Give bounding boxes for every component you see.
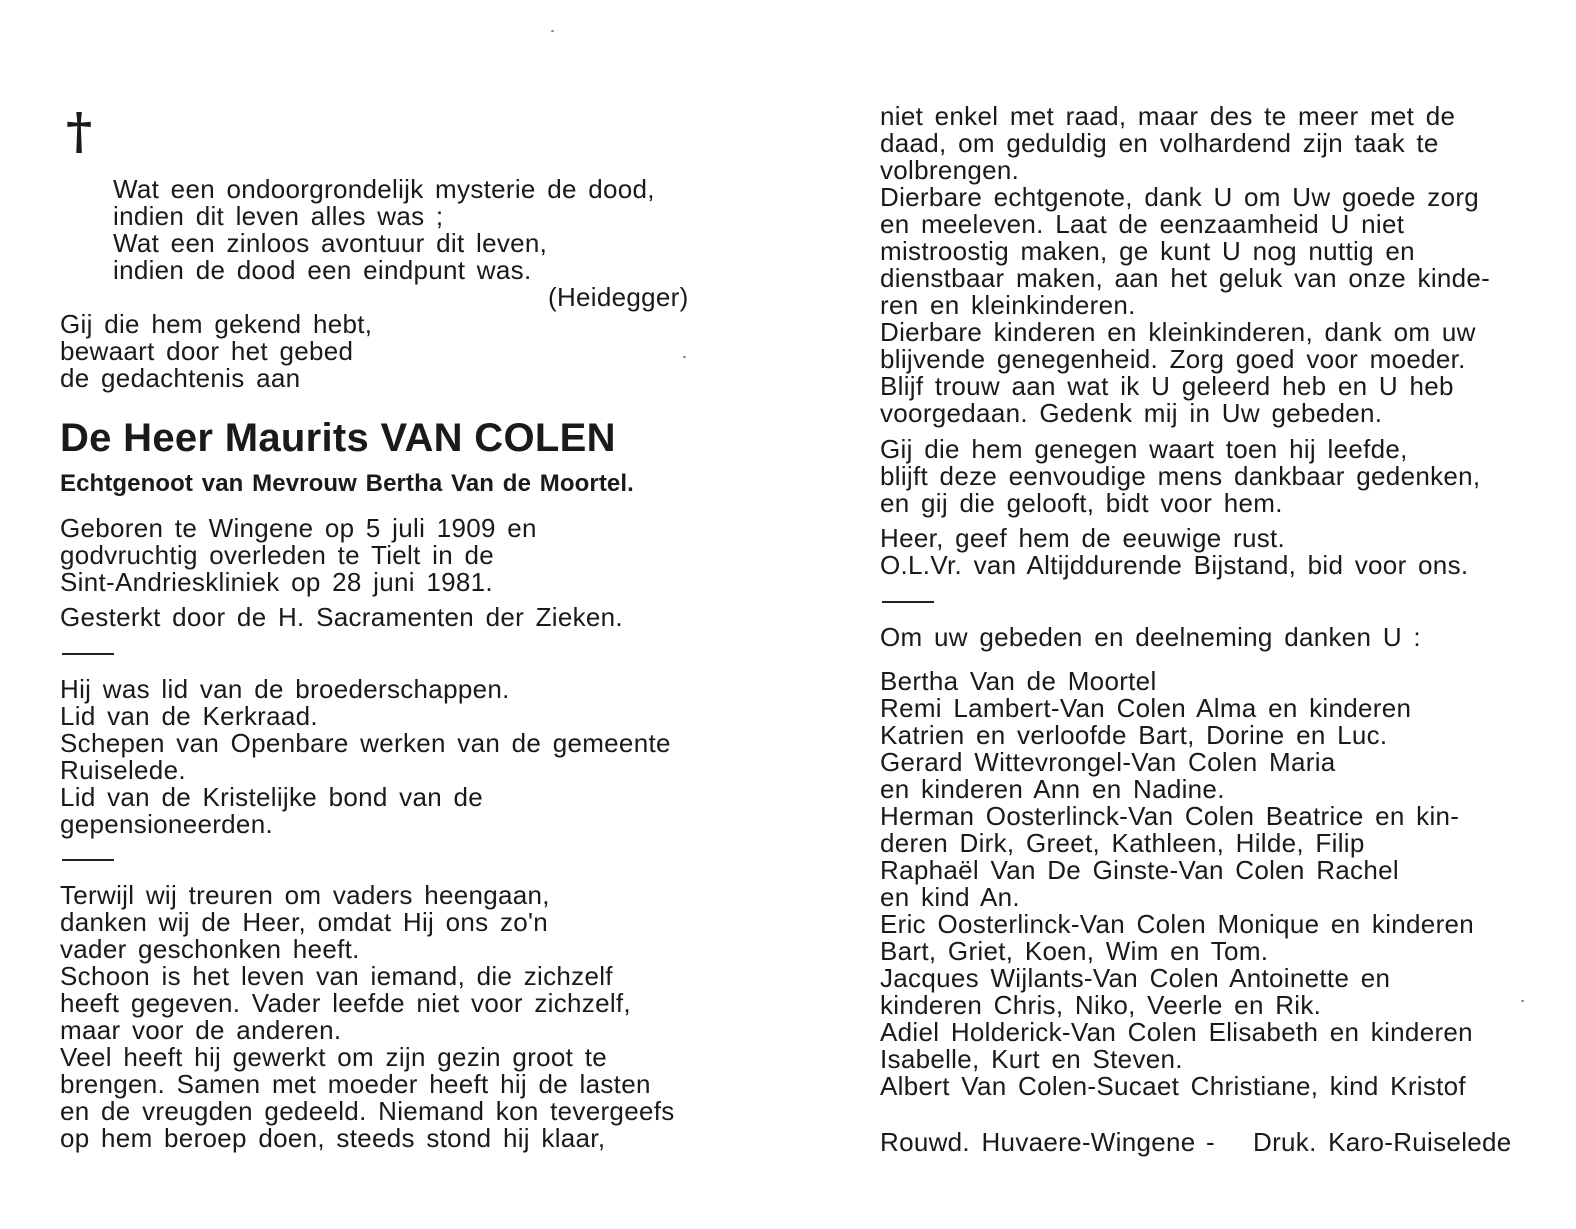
tribute-line: op hem beroep doen, steeds stond hij klaar, [60,1123,606,1153]
tribute-line: Veel heeft hij gewerkt om zijn gezin groot te [60,1042,608,1072]
poem-line: Wat een zinloos avontuur dit leven, [113,228,548,258]
printer: Druk. Karo-Ruiselede [1253,1127,1512,1157]
tribute-cont-line: volbrengen. [880,155,1020,185]
family-line: Katrien en verloofde Bart, Dorine en Luc. [880,720,1388,750]
funeral-home: Rouwd. Huvaere-Wingene [880,1127,1196,1157]
tribute-cont-line: daad, om geduldig en volhardend zijn taak te [880,128,1439,158]
to-children-line: Blijf trouw aan wat ik U geleerd heb en U heb [880,371,1454,401]
family-line: deren Dirk, Greet, Kathleen, Hilde, Filip [880,828,1365,858]
family-line: Raphaël Van De Ginste-Van Colen Rachel [880,855,1399,885]
membership-line: gepensioneerden. [60,809,273,839]
tribute-line: maar voor de anderen. [60,1015,342,1045]
to-wife-line: en meeleven. Laat de eenzaamheid U niet [880,209,1405,239]
spouse-line: Echtgenoot van Mevrouw Bertha Van de Moortel. [60,470,634,497]
remember-line: Gij die hem genegen waart toen hij leefde, [880,434,1408,464]
family-line: Bart, Griet, Koen, Wim en Tom. [880,936,1269,966]
intro-line: de gedachtenis aan [60,363,301,393]
family-line: Remi Lambert-Van Colen Alma en kinderen [880,693,1412,723]
family-line: Adiel Holderick-Van Colen Elisabeth en kinderen [880,1017,1473,1047]
family-line: Eric Oosterlinck-Van Colen Monique en kinderen [880,909,1475,939]
separator [62,653,114,655]
to-children-line: blijvende genegenheid. Zorg goed voor moeder. [880,344,1466,374]
intro-line: Gij die hem gekend hebt, [60,309,373,339]
to-wife-line: mistroostig maken, ge kunt U nog nuttig en [880,236,1415,266]
to-children-line: Dierbare kinderen en kleinkinderen, dank om uw [880,317,1476,347]
tribute-line: Schoon is het leven van iemand, die zichzelf [60,961,613,991]
remember-line: en gij die gelooft, bidt voor hem. [880,488,1283,518]
poem-line: indien de dood een eindpunt was. [113,255,532,285]
membership-line: Lid van de Kristelijke bond van de [60,782,484,812]
family-line: Bertha Van de Moortel [880,666,1157,696]
tribute-line: vader geschonken heeft. [60,934,360,964]
poem-author: (Heidegger) [548,282,689,312]
separator [882,601,934,603]
to-children-line: voorgedaan. Gedenk mij in Uw gebeden. [880,398,1383,428]
family-line: Isabelle, Kurt en Steven. [880,1044,1183,1074]
tribute-line: en de vreugden gedeeld. Niemand kon tevergeefs [60,1096,675,1126]
birth-death-line: Geboren te Wingene op 5 juli 1909 en [60,513,537,543]
intro-line: bewaart door het gebed [60,336,354,366]
prayer-line: O.L.Vr. van Altijddurende Bijstand, bid voor ons. [880,550,1469,580]
membership-line: Lid van de Kerkraad. [60,701,318,731]
family-line: Albert Van Colen-Sucaet Christiane, kind Kristof [880,1071,1466,1101]
tribute-line: brengen. Samen met moeder heeft hij de lasten [60,1069,651,1099]
thanks-intro: Om uw gebeden en deelneming danken U : [880,622,1421,652]
sacraments-line: Gesterkt door de H. Sacramenten der Zieken. [60,602,623,632]
remember-line: blijft deze eenvoudige mens dankbaar gedenken, [880,461,1481,491]
print-speck [1521,1000,1524,1002]
family-line: Gerard Wittevrongel-Van Colen Maria [880,747,1336,777]
poem-line: Wat een ondoorgrondelijk mysterie de dood, [113,174,655,204]
to-wife-line: dienstbaar maken, aan het geluk van onze kinde- [880,263,1491,293]
family-line: en kinderen Ann en Nadine. [880,774,1225,804]
family-line: Jacques Wijlants-Van Colen Antoinette en [880,963,1391,993]
membership-line: Hij was lid van de broederschappen. [60,674,510,704]
membership-line: Ruiselede. [60,755,186,785]
family-line: Herman Oosterlinck-Van Colen Beatrice en kin- [880,801,1460,831]
poem-line: indien dit leven alles was ; [113,201,444,231]
deceased-name: De Heer Maurits VAN COLEN [60,416,616,460]
separator [62,859,114,861]
birth-death-line: godvruchtig overleden te Tielt in de [60,540,495,570]
cross-icon: † [66,101,93,160]
tribute-line: heeft gegeven. Vader leefde niet voor zichzelf, [60,988,631,1018]
birth-death-line: Sint-Andrieskliniek op 28 juni 1981. [60,567,493,597]
to-wife-line: ren en kleinkinderen. [880,290,1136,320]
footer-dash: - [1206,1127,1215,1157]
to-wife-line: Dierbare echtgenote, dank U om Uw goede zorg [880,182,1480,212]
membership-line: Schepen van Openbare werken van de gemeente [60,728,671,758]
prayer-line: Heer, geef hem de eeuwige rust. [880,523,1286,553]
tribute-line: danken wij de Heer, omdat Hij ons zo'n [60,907,549,937]
family-line: kinderen Chris, Niko, Veerle en Rik. [880,990,1322,1020]
family-line: en kind An. [880,882,1020,912]
tribute-cont-line: niet enkel met raad, maar des te meer met de [880,101,1456,131]
tribute-line: Terwijl wij treuren om vaders heengaan, [60,880,550,910]
right-page [788,0,1576,1229]
print-speck [551,30,554,32]
print-speck [683,356,686,358]
